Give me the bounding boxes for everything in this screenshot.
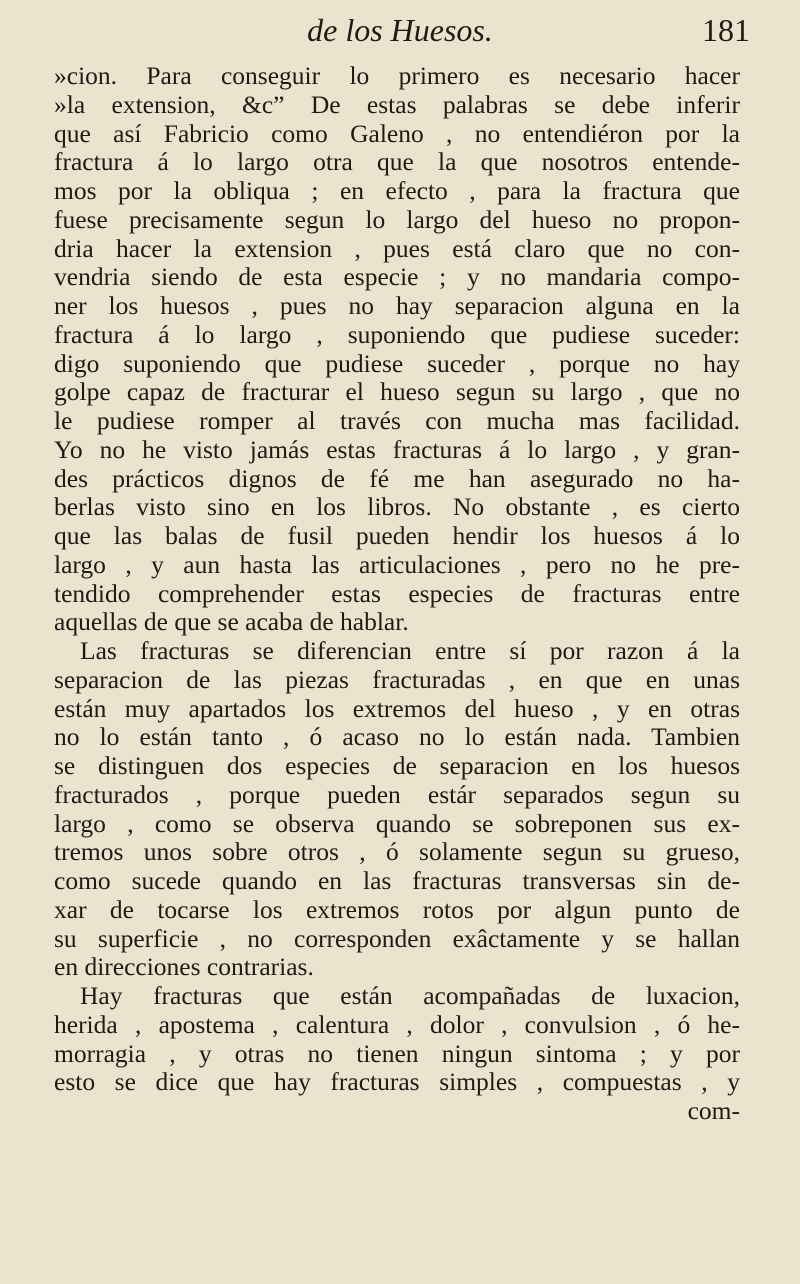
text-line: ner los huesos , pues no hay separacion alguna en la <box>54 291 740 320</box>
text-line: fracturados , porque pueden estár separados segun su <box>54 779 740 809</box>
text-line: morragia , y otras no tienen ningun sintoma ; y por <box>54 1038 740 1068</box>
text-line: le pudiese romper al través con mucha mas facilidad. <box>54 406 740 435</box>
text-line: su superficie , no corresponden exâctamente y se hallan <box>54 923 740 953</box>
page-number: 181 <box>702 12 750 48</box>
text-line: »la extension, &c” De estas palabras se debe inferir <box>54 89 740 119</box>
text-line: largo , como se observa quando se sobreponen sus ex- <box>54 808 740 838</box>
text-line: tendido comprehender estas especies de fracturas entre <box>54 578 740 608</box>
text-line: tremos unos sobre otros , ó solamente segun su grueso, <box>54 837 740 867</box>
text-line: berlas visto sino en los libros. No obstante , es cierto <box>54 492 740 522</box>
text-line: dria hacer la extension , pues está claro que no con- <box>54 233 740 263</box>
text-line: herida , apostema , calentura , dolor , convulsion , ó he- <box>54 1009 740 1039</box>
text-line: como sucede quando en las fracturas transversas sin de- <box>54 866 740 895</box>
text-line: están muy apartados los extremos del hueso , y en otras <box>54 693 740 723</box>
paragraph-end-line: en direcciones contrarias. <box>54 952 314 982</box>
page-header <box>50 8 750 52</box>
paragraph-start-line: Hay fracturas que están acompañadas de luxacion, <box>80 981 740 1010</box>
running-title: de los Huesos. <box>307 12 493 48</box>
paragraph-start-line: Las fracturas se diferencian entre sí por razon á la <box>80 636 740 665</box>
text-line: que las balas de fusil pueden hendir los huesos á lo <box>54 521 740 550</box>
text-line: des prácticos dignos de fé me han asegurado no ha- <box>54 463 740 493</box>
text-line: no lo están tanto , ó acaso no lo están nada. Tambien <box>54 722 740 752</box>
text-line: que así Fabricio como Galeno , no entendiéron por la <box>54 118 740 148</box>
text-line: xar de tocarse los extremos rotos por algun punto de <box>54 894 740 924</box>
text-line: fuese precisamente segun lo largo del hueso no propon- <box>54 204 740 234</box>
text-line: vendria siendo de esta especie ; y no mandaria compo- <box>54 262 740 292</box>
text-line: mos por la obliqua ; en efecto , para la fractura que <box>54 176 740 205</box>
paragraph-end-line: aquellas de que se acaba de hablar. <box>54 607 409 637</box>
text-line: largo , y aun hasta las articulaciones , pero no he pre- <box>54 549 740 579</box>
text-line: Yo no he visto jamás estas fracturas á lo largo , y gran- <box>54 434 740 464</box>
body-text <box>54 62 740 1126</box>
text-line: digo suponiendo que pudiese suceder , porque no hay <box>54 348 740 378</box>
text-line: se distinguen dos especies de separacion en los huesos <box>54 751 740 780</box>
text-line: esto se dice que hay fracturas simples , compuestas , y <box>54 1067 740 1097</box>
text-line: golpe capaz de fracturar el hueso segun su largo , que no <box>54 377 740 407</box>
text-line: »cion. Para conseguir lo primero es necesario hacer <box>54 61 740 90</box>
text-line: fractura á lo largo otra que la que nosotros entende- <box>54 147 740 177</box>
text-line: fractura á lo largo , suponiendo que pudiese suceder: <box>54 319 740 349</box>
catchword: com- <box>687 1096 740 1125</box>
text-line: separacion de las piezas fracturadas , en que en unas <box>54 664 740 694</box>
